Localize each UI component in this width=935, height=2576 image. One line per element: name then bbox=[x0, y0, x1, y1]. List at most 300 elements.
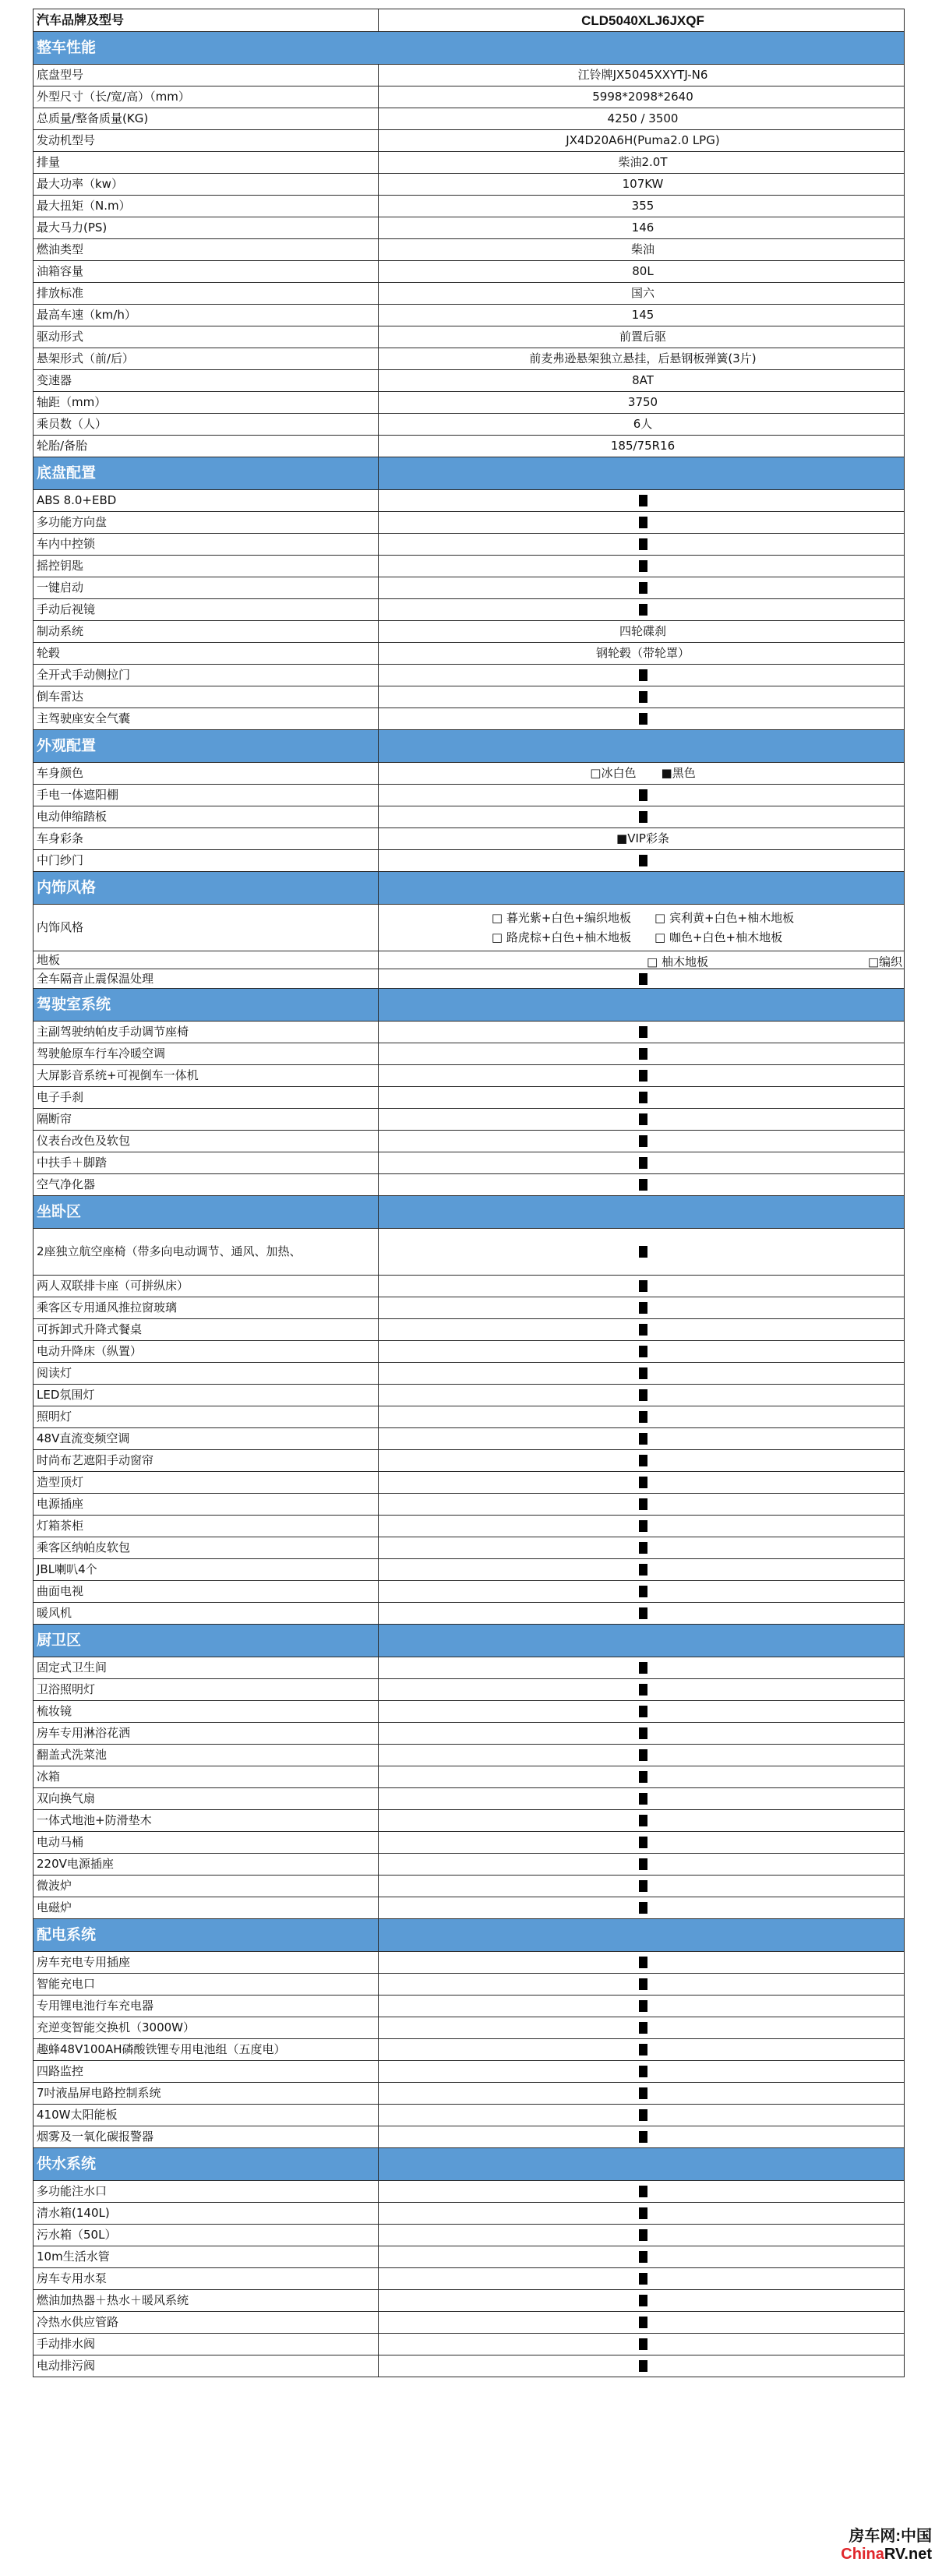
standard-mark-icon bbox=[639, 2022, 647, 2034]
standard-mark-icon bbox=[639, 1749, 647, 1761]
standard-mark-icon bbox=[639, 2186, 647, 2197]
spec-label: 照明灯 bbox=[34, 1406, 379, 1428]
section-header bbox=[34, 32, 905, 65]
spec-value: 145 bbox=[379, 305, 905, 326]
section-header-blank bbox=[379, 730, 905, 763]
spec-label: 220V电源插座 bbox=[34, 1854, 379, 1876]
standard-mark-icon bbox=[639, 1815, 647, 1826]
section-title: 供水系统 bbox=[34, 2148, 379, 2181]
spec-value bbox=[379, 708, 905, 730]
spec-value bbox=[379, 1974, 905, 1996]
section-header bbox=[34, 1196, 905, 1229]
spec-label: LED氛围灯 bbox=[34, 1385, 379, 1406]
spec-value bbox=[379, 512, 905, 534]
standard-mark-icon bbox=[639, 495, 647, 506]
spec-value bbox=[379, 1701, 905, 1723]
table-row bbox=[34, 1174, 905, 1196]
spec-label: 底盘型号 bbox=[34, 65, 379, 86]
spec-value bbox=[379, 1559, 905, 1581]
floor-options-wrap bbox=[382, 951, 904, 969]
table-row bbox=[34, 174, 905, 196]
spec-value: 355 bbox=[379, 196, 905, 217]
standard-mark-icon bbox=[639, 2273, 647, 2285]
standard-mark-icon bbox=[639, 1179, 647, 1191]
spec-value bbox=[379, 2246, 905, 2268]
spec-label: 电动排污阀 bbox=[34, 2355, 379, 2377]
section-header bbox=[34, 457, 905, 490]
spec-label: 清水箱(140L) bbox=[34, 2203, 379, 2225]
spec-label: 趣蜂48V100AH磷酸铁锂专用电池组（五度电） bbox=[34, 2039, 379, 2061]
spec-value bbox=[379, 599, 905, 621]
table-row bbox=[34, 65, 905, 86]
spec-value bbox=[379, 1319, 905, 1341]
table-row bbox=[34, 2017, 905, 2039]
spec-label: 固定式卫生间 bbox=[34, 1657, 379, 1679]
spec-value bbox=[379, 534, 905, 556]
spec-label: 发动机型号 bbox=[34, 130, 379, 152]
table-row bbox=[34, 1494, 905, 1516]
spec-value bbox=[379, 850, 905, 872]
standard-mark-icon bbox=[639, 973, 647, 985]
table-row bbox=[34, 2203, 905, 2225]
table-row bbox=[34, 969, 905, 989]
standard-mark-icon: ■ bbox=[661, 766, 672, 780]
spec-label: 乘员数（人） bbox=[34, 414, 379, 436]
spec-label: 卫浴照明灯 bbox=[34, 1679, 379, 1701]
spec-value bbox=[379, 1065, 905, 1087]
interior-option: □ 咖色+白色+柚木地板 bbox=[654, 930, 783, 944]
spec-value bbox=[379, 1996, 905, 2017]
spec-table bbox=[33, 9, 905, 2377]
section-header bbox=[34, 989, 905, 1022]
table-row bbox=[34, 2126, 905, 2148]
spec-value: 6人 bbox=[379, 414, 905, 436]
spec-value: 8AT bbox=[379, 370, 905, 392]
spec-label: 变速器 bbox=[34, 370, 379, 392]
section-header bbox=[34, 730, 905, 763]
spec-value bbox=[379, 1952, 905, 1974]
table-row bbox=[34, 2039, 905, 2061]
interior-option: □ 暮光紫+白色+编织地板 bbox=[491, 910, 631, 925]
table-row bbox=[34, 2246, 905, 2268]
spec-value bbox=[379, 1022, 905, 1043]
watermark bbox=[826, 2523, 932, 2564]
spec-label: 暖风机 bbox=[34, 1603, 379, 1625]
table-row bbox=[34, 1603, 905, 1625]
section-header bbox=[34, 2148, 905, 2181]
spec-label: 全开式手动侧拉门 bbox=[34, 665, 379, 686]
table-row bbox=[34, 534, 905, 556]
spec-label: 专用锂电池行车充电器 bbox=[34, 1996, 379, 2017]
spec-label: 主副驾驶纳帕皮手动调节座椅 bbox=[34, 1022, 379, 1043]
standard-mark-icon bbox=[639, 1135, 647, 1147]
spec-value bbox=[379, 2061, 905, 2083]
spec-value: 四轮碟刹 bbox=[379, 621, 905, 643]
spec-label: 轴距（mm） bbox=[34, 392, 379, 414]
table-row bbox=[34, 326, 905, 348]
spec-value: JX4D20A6H(Puma2.0 LPG) bbox=[379, 130, 905, 152]
spec-value bbox=[379, 1152, 905, 1174]
spec-label: 电源插座 bbox=[34, 1494, 379, 1516]
spec-label: 最大马力(PS) bbox=[34, 217, 379, 239]
spec-value bbox=[379, 577, 905, 599]
table-row bbox=[34, 599, 905, 621]
table-row bbox=[34, 1788, 905, 1810]
spec-label: JBL喇叭4个 bbox=[34, 1559, 379, 1581]
table-row bbox=[34, 1516, 905, 1537]
spec-label: 烟雾及一氧化碳报警器 bbox=[34, 2126, 379, 2148]
spec-value bbox=[379, 665, 905, 686]
standard-mark-icon bbox=[639, 517, 647, 528]
standard-mark-icon bbox=[639, 855, 647, 866]
spec-label: 电动马桶 bbox=[34, 1832, 379, 1854]
spec-label: 悬架形式（前/后） bbox=[34, 348, 379, 370]
table-row bbox=[34, 1406, 905, 1428]
spec-label: 最大功率（kw） bbox=[34, 174, 379, 196]
spec-value bbox=[379, 2126, 905, 2148]
standard-mark-icon bbox=[639, 1564, 647, 1576]
spec-value bbox=[379, 2105, 905, 2126]
spec-value bbox=[379, 1657, 905, 1679]
interior-options-grid bbox=[382, 912, 904, 944]
spec-value bbox=[379, 1450, 905, 1472]
spec-label: 乘客区纳帕皮软包 bbox=[34, 1537, 379, 1559]
spec-label: 轮毂 bbox=[34, 643, 379, 665]
standard-mark-icon bbox=[639, 1684, 647, 1696]
table-row bbox=[34, 283, 905, 305]
standard-mark-icon bbox=[639, 1880, 647, 1892]
spec-value bbox=[379, 2355, 905, 2377]
standard-mark-icon bbox=[639, 1771, 647, 1783]
spec-value bbox=[379, 1537, 905, 1559]
spec-label: 多功能方向盘 bbox=[34, 512, 379, 534]
spec-value: 146 bbox=[379, 217, 905, 239]
spec-label: 轮胎/备胎 bbox=[34, 436, 379, 457]
spec-value bbox=[379, 1472, 905, 1494]
section-header bbox=[34, 872, 905, 905]
table-row bbox=[34, 1428, 905, 1450]
spec-label: 微波炉 bbox=[34, 1876, 379, 1897]
table-row bbox=[34, 2355, 905, 2377]
section-title: 厨卫区 bbox=[34, 1625, 379, 1657]
table-row bbox=[34, 261, 905, 283]
table-row bbox=[34, 414, 905, 436]
spec-value: 柴油2.0T bbox=[379, 152, 905, 174]
standard-mark-icon bbox=[639, 691, 647, 703]
standard-mark-icon bbox=[639, 1498, 647, 1510]
table-row bbox=[34, 2061, 905, 2083]
spec-label: 中门纱门 bbox=[34, 850, 379, 872]
table-row bbox=[34, 196, 905, 217]
spec-value: 80L bbox=[379, 261, 905, 283]
table-row bbox=[34, 2225, 905, 2246]
spec-label: 燃油类型 bbox=[34, 239, 379, 261]
table-row bbox=[34, 1385, 905, 1406]
spec-value bbox=[379, 969, 905, 989]
table-row bbox=[34, 1766, 905, 1788]
section-title: 底盘配置 bbox=[34, 457, 379, 490]
standard-mark-icon bbox=[639, 1411, 647, 1423]
spec-value bbox=[379, 1603, 905, 1625]
spec-label: 410W太阳能板 bbox=[34, 2105, 379, 2126]
spec-value: 前麦弗逊悬架独立悬挂，后悬钢板弹簧(3片) bbox=[379, 348, 905, 370]
section-header-blank bbox=[379, 1919, 905, 1952]
spec-label: 总质量/整备质量(KG) bbox=[34, 108, 379, 130]
table-row bbox=[34, 577, 905, 599]
section-title: 坐卧区 bbox=[34, 1196, 379, 1229]
spec-value bbox=[379, 1363, 905, 1385]
standard-mark-icon bbox=[639, 1048, 647, 1060]
standard-mark-icon bbox=[639, 1246, 647, 1258]
spec-value bbox=[379, 556, 905, 577]
table-row bbox=[34, 1450, 905, 1472]
spec-value bbox=[379, 1581, 905, 1603]
spec-label: 车身颜色 bbox=[34, 763, 379, 785]
interior-option: □ 宾利黄+白色+柚木地板 bbox=[654, 910, 795, 925]
standard-mark-icon bbox=[639, 1902, 647, 1914]
spec-label: 冷热水供应管路 bbox=[34, 2312, 379, 2334]
table-row bbox=[34, 1679, 905, 1701]
standard-mark-icon bbox=[639, 1302, 647, 1314]
interior-options bbox=[379, 905, 905, 951]
spec-value bbox=[379, 785, 905, 806]
table-row bbox=[34, 2105, 905, 2126]
table-row bbox=[34, 1363, 905, 1385]
table-row bbox=[34, 392, 905, 414]
standard-mark-icon bbox=[639, 1520, 647, 1532]
spec-value-options bbox=[379, 763, 905, 785]
spec-value bbox=[379, 2290, 905, 2312]
floor-option-teak: □ 柚木地板 bbox=[647, 955, 708, 969]
table-row bbox=[34, 348, 905, 370]
table-row bbox=[34, 1876, 905, 1897]
standard-mark-icon bbox=[639, 1389, 647, 1401]
spec-label: 仪表台改色及软包 bbox=[34, 1131, 379, 1152]
spec-value bbox=[379, 1723, 905, 1745]
section-header-blank bbox=[379, 872, 905, 905]
table-row bbox=[34, 1229, 905, 1276]
interior-style-row bbox=[34, 905, 905, 951]
spec-label: 冰箱 bbox=[34, 1766, 379, 1788]
spec-value: 国六 bbox=[379, 283, 905, 305]
standard-mark-icon bbox=[639, 1727, 647, 1739]
spec-label: 排放标准 bbox=[34, 283, 379, 305]
spec-label: 智能充电口 bbox=[34, 1974, 379, 1996]
table-row bbox=[34, 1109, 905, 1131]
table-row bbox=[34, 621, 905, 643]
table-row bbox=[34, 806, 905, 828]
table-row bbox=[34, 108, 905, 130]
table-row bbox=[34, 2181, 905, 2203]
spec-label: 隔断帘 bbox=[34, 1109, 379, 1131]
table-row bbox=[34, 2334, 905, 2355]
watermark-en bbox=[826, 2546, 932, 2564]
spec-label: 电子手刹 bbox=[34, 1087, 379, 1109]
spec-label: 手动排水阀 bbox=[34, 2334, 379, 2355]
spec-label: 地板 bbox=[34, 951, 379, 969]
spec-label: 曲面电视 bbox=[34, 1581, 379, 1603]
section-header bbox=[34, 1919, 905, 1952]
color-option bbox=[662, 768, 696, 779]
section-title: 驾驶室系统 bbox=[34, 989, 379, 1022]
standard-mark-icon bbox=[639, 1858, 647, 1870]
spec-label: 两人双联排卡座（可拼纵床） bbox=[34, 1276, 379, 1297]
interior-option: □ 路虎棕+白色+柚木地板 bbox=[491, 930, 631, 944]
spec-value bbox=[379, 2181, 905, 2203]
spec-value: 5998*2098*2640 bbox=[379, 86, 905, 108]
spec-value bbox=[379, 1087, 905, 1109]
standard-mark-icon bbox=[639, 1280, 647, 1292]
table-row bbox=[34, 1974, 905, 1996]
option-label: 黑色 bbox=[672, 766, 696, 780]
model-row bbox=[34, 9, 905, 32]
spec-label: 排量 bbox=[34, 152, 379, 174]
spec-label: 7吋液晶屏电路控制系统 bbox=[34, 2083, 379, 2105]
standard-mark-icon bbox=[639, 560, 647, 572]
table-row bbox=[34, 1087, 905, 1109]
table-row bbox=[34, 2083, 905, 2105]
table-row bbox=[34, 1319, 905, 1341]
spec-value bbox=[379, 1385, 905, 1406]
standard-mark-icon bbox=[639, 1662, 647, 1674]
standard-mark-icon bbox=[639, 1367, 647, 1379]
standard-mark-icon bbox=[639, 789, 647, 801]
model-value: CLD5040XLJ6JXQF bbox=[379, 9, 905, 32]
spec-value: 107KW bbox=[379, 174, 905, 196]
spec-label: 最高车速（km/h） bbox=[34, 305, 379, 326]
section-title: 外观配置 bbox=[34, 730, 379, 763]
table-row bbox=[34, 1131, 905, 1152]
standard-mark-icon bbox=[639, 713, 647, 725]
standard-mark-icon bbox=[639, 582, 647, 594]
spec-value bbox=[379, 1745, 905, 1766]
standard-mark-icon bbox=[639, 2131, 647, 2143]
standard-mark-icon bbox=[639, 1542, 647, 1554]
watermark-cn: 房车网:中国 bbox=[849, 2528, 932, 2545]
spec-label: 灯箱茶柜 bbox=[34, 1516, 379, 1537]
spec-label: 电磁炉 bbox=[34, 1897, 379, 1919]
spec-label: ABS 8.0+EBD bbox=[34, 490, 379, 512]
spec-label: 主驾驶座安全气囊 bbox=[34, 708, 379, 730]
standard-mark-icon bbox=[639, 2109, 647, 2121]
spec-value bbox=[379, 1406, 905, 1428]
table-row bbox=[34, 2268, 905, 2290]
standard-mark-icon bbox=[639, 669, 647, 681]
spec-label: 车身彩条 bbox=[34, 828, 379, 850]
spec-value bbox=[379, 1043, 905, 1065]
spec-label: 房车充电专用插座 bbox=[34, 1952, 379, 1974]
table-row bbox=[34, 1559, 905, 1581]
standard-mark-icon bbox=[639, 1706, 647, 1717]
spec-value bbox=[379, 1766, 905, 1788]
standard-mark-icon bbox=[639, 1026, 647, 1038]
standard-mark-icon bbox=[639, 1607, 647, 1619]
spec-value bbox=[379, 1679, 905, 1701]
standard-mark-icon bbox=[639, 2295, 647, 2306]
table-row bbox=[34, 785, 905, 806]
spec-label: 双向换气扇 bbox=[34, 1788, 379, 1810]
spec-value bbox=[379, 2334, 905, 2355]
spec-value bbox=[379, 1174, 905, 1196]
standard-mark-icon bbox=[639, 1433, 647, 1445]
standard-mark-icon bbox=[639, 2338, 647, 2350]
spec-value: 钢轮毂（带轮罩） bbox=[379, 643, 905, 665]
table-row bbox=[34, 370, 905, 392]
spec-value bbox=[379, 1876, 905, 1897]
table-row bbox=[34, 1297, 905, 1319]
spec-label: 多功能注水口 bbox=[34, 2181, 379, 2203]
floor-row bbox=[34, 951, 905, 969]
spec-value: 4250 / 3500 bbox=[379, 108, 905, 130]
table-row bbox=[34, 686, 905, 708]
spec-value bbox=[379, 806, 905, 828]
spec-value bbox=[379, 1897, 905, 1919]
standard-mark-icon bbox=[639, 604, 647, 616]
spec-value bbox=[379, 1276, 905, 1297]
floor-options bbox=[379, 951, 905, 969]
table-row bbox=[34, 1723, 905, 1745]
table-row bbox=[34, 643, 905, 665]
option-label: 冰白色 bbox=[601, 766, 637, 780]
table-row bbox=[34, 1341, 905, 1363]
table-row bbox=[34, 1810, 905, 1832]
spec-label: 燃油加热器＋热水＋暖风系统 bbox=[34, 2290, 379, 2312]
standard-mark-icon bbox=[639, 1157, 647, 1169]
spec-value bbox=[379, 686, 905, 708]
floor-option-woven: □编织 bbox=[867, 955, 902, 969]
spec-label: 梳妆镜 bbox=[34, 1701, 379, 1723]
spec-label: 可拆卸式升降式餐桌 bbox=[34, 1319, 379, 1341]
standard-mark-icon bbox=[639, 1455, 647, 1466]
watermark-china: China bbox=[841, 2546, 884, 2563]
section-header-blank bbox=[379, 2148, 905, 2181]
spec-label: 内饰风格 bbox=[34, 905, 379, 951]
spec-value bbox=[379, 1131, 905, 1152]
table-row bbox=[34, 763, 905, 785]
spec-label: 一键启动 bbox=[34, 577, 379, 599]
table-row bbox=[34, 490, 905, 512]
spec-label: 最大扭矩（N.m） bbox=[34, 196, 379, 217]
spec-label: 房车专用水泵 bbox=[34, 2268, 379, 2290]
spec-value bbox=[379, 1297, 905, 1319]
spec-value bbox=[379, 1832, 905, 1854]
spec-value bbox=[379, 1109, 905, 1131]
spec-value: ■VIP彩条 bbox=[379, 828, 905, 850]
section-header-blank bbox=[379, 457, 905, 490]
standard-mark-icon bbox=[639, 2360, 647, 2372]
section-title: 内饰风格 bbox=[34, 872, 379, 905]
standard-mark-icon bbox=[639, 2087, 647, 2099]
spec-label: 倒车雷达 bbox=[34, 686, 379, 708]
standard-mark-icon bbox=[639, 2066, 647, 2077]
spec-label: 乘客区专用通风推拉窗玻璃 bbox=[34, 1297, 379, 1319]
section-header-blank bbox=[379, 989, 905, 1022]
table-row bbox=[34, 850, 905, 872]
spec-label: 电动升降床（纵置） bbox=[34, 1341, 379, 1363]
spec-label: 手电一体遮阳棚 bbox=[34, 785, 379, 806]
table-row bbox=[34, 1043, 905, 1065]
spec-value bbox=[379, 1516, 905, 1537]
spec-value bbox=[379, 1428, 905, 1450]
spec-value bbox=[379, 490, 905, 512]
standard-mark-icon bbox=[639, 2229, 647, 2241]
spec-label: 污水箱（50L） bbox=[34, 2225, 379, 2246]
standard-mark-icon bbox=[639, 2207, 647, 2219]
table-row bbox=[34, 828, 905, 850]
standard-mark-icon bbox=[639, 1070, 647, 1082]
spec-label: 翻盖式洗菜池 bbox=[34, 1745, 379, 1766]
optional-box-icon: □ bbox=[590, 766, 602, 780]
